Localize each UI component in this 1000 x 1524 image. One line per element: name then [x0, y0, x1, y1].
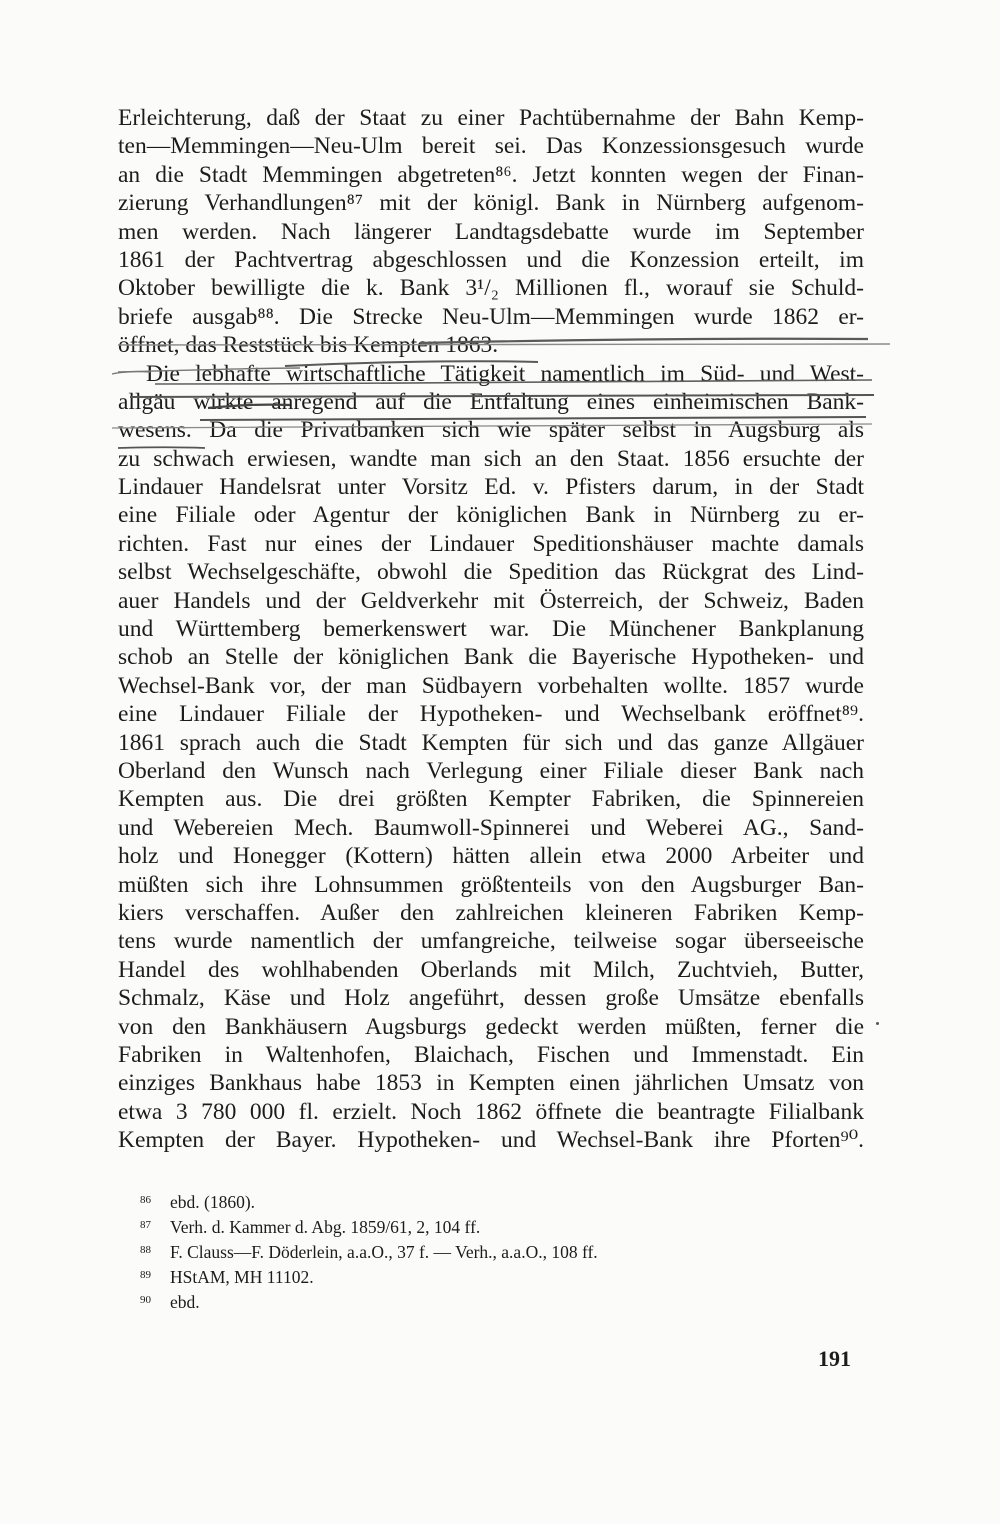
text-line: und Württemberg bemerkenswert war. Die Münchener Bankplanung — [118, 616, 864, 643]
text-line: von den Bankhäusern Augsburgs gedeckt werden müßten, ferner die — [118, 1013, 864, 1040]
footnote — [140, 1288, 740, 1313]
footnote — [140, 1263, 740, 1288]
footnote-number: 86 — [140, 1194, 151, 1206]
text-line: Schmalz, Käse und Holz angeführt, dessen große Umsätze ebenfalls — [118, 985, 864, 1012]
page-number: 191 — [818, 1346, 851, 1371]
text-line: Erleichterung, daß der Staat zu einer Pachtübernahme der Bahn Kemp- — [118, 105, 864, 131]
text-line: Lindauer Handelsrat unter Vorsitz Ed. v. Pfisters darum, in der Stadt — [118, 474, 864, 501]
text-line: 1861 der Pachtvertrag abgeschlossen und die Konzession erteilt, im — [118, 246, 864, 273]
text-line: allgäu wirkte anregend auf die Entfaltung eines einheimischen Bank- — [118, 388, 864, 415]
footnote-text: ebd. — [170, 1292, 200, 1312]
text-line: zu schwach erwiesen, wandte man sich an den Staat. 1856 ersuchte der — [118, 445, 864, 472]
text-line: kiers verschaffen. Außer den zahlreichen kleineren Fabriken Kemp- — [118, 899, 864, 926]
text-line: schob an Stelle der königlichen Bank die Bayerische Hypotheken- und — [118, 644, 864, 671]
footnote-number: 87 — [140, 1219, 151, 1231]
text-line: Die lebhafte wirtschaftliche Tätigkeit namentlich im Süd- und West- — [146, 360, 864, 387]
footnote-number: 90 — [140, 1294, 151, 1306]
text-line: und Webereien Mech. Baumwoll-Spinnerei und Weberei AG., Sand- — [118, 814, 864, 841]
text-line: ten—Memmingen—Neu-Ulm bereit sei. Das Konzessionsgesuch wurde — [118, 133, 864, 160]
text-line: auer Handels und der Geldverkehr mit Österreich, der Schweiz, Baden — [118, 587, 864, 614]
text-line: selbst Wechselgeschäfte, obwohl die Spedition das Rückgrat des Lind- — [118, 559, 864, 586]
text-line: eine Filiale oder Agentur der königlichen Bank in Nürnberg zu er- — [118, 502, 864, 529]
text-line: 1861 sprach auch die Stadt Kempten für sich und das ganze Allgäuer — [118, 729, 864, 756]
stray-mark — [876, 1022, 879, 1025]
footnote-text: ebd. (1860). — [170, 1192, 256, 1212]
text-line: zierung Verhandlungen⁸⁷ mit der königl. Bank in Nürnberg aufgenom- — [118, 190, 864, 217]
text-line: Kempten aus. Die drei größten Kempter Fabriken, die Spinnereien — [118, 786, 864, 813]
footnote-text: Verh. d. Kammer d. Abg. 1859/61, 2, 104 ff. — [170, 1217, 481, 1237]
text-line: an die Stadt Memmingen abgetreten⁸⁶. Jetzt konnten wegen der Finan- — [118, 161, 864, 188]
text-line: men werden. Nach längerer Landtagsdebatte wurde im September — [118, 218, 864, 245]
footnote-text: HStAM, MH 11102. — [170, 1267, 314, 1287]
text-line: Oberland den Wunsch nach Verlegung einer Filiale dieser Bank nach — [118, 757, 864, 784]
text-line: Handel des wohlhabenden Oberlands mit Milch, Zuchtvieh, Butter, — [118, 956, 864, 983]
text-line: briefe ausgab⁸⁸. Die Strecke Neu-Ulm—Memmingen wurde 1862 er- — [118, 303, 864, 330]
text-line: wesens. Da die Privatbanken sich wie später selbst in Augsburg als — [118, 417, 864, 444]
footnote — [140, 1188, 740, 1213]
text-line: Fabriken in Waltenhofen, Blaichach, Fischen und Immenstadt. Ein — [118, 1041, 864, 1068]
footnote-number: 88 — [140, 1244, 151, 1256]
text-line: einziges Bankhaus habe 1853 in Kempten einen jährlichen Umsatz von — [118, 1070, 864, 1097]
body-text — [118, 104, 864, 1154]
footnote-text: F. Clauss—F. Döderlein, a.a.O., 37 f. — Verh., a.a.O., 108 ff. — [170, 1242, 598, 1262]
footnotes — [140, 1188, 740, 1313]
footnote — [140, 1238, 740, 1263]
footnote-number: 89 — [140, 1269, 151, 1281]
text-line: etwa 3 780 000 fl. erzielt. Noch 1862 öffnete die beantragte Filialbank — [118, 1098, 864, 1125]
text-line: holz und Honegger (Kottern) hätten allein etwa 2000 Arbeiter und — [118, 843, 864, 870]
text-line: müßten sich ihre Lohnsummen größtenteils von den Augsburger Ban- — [118, 871, 864, 898]
text-line: tens wurde namentlich der umfangreiche, teilweise sogar überseeische — [118, 928, 864, 955]
text-line: Kempten der Bayer. Hypotheken- und Wechsel-Bank ihre Pforten⁹⁰. — [118, 1127, 864, 1154]
text-line: Oktober bewilligte die k. Bank 3¹/₂ Millionen fl., worauf sie Schuld- — [118, 275, 864, 302]
text-line: öffnet, das Reststück bis Kempten 1863. — [118, 332, 499, 359]
text-line: eine Lindauer Filiale der Hypotheken- und Wechselbank eröffnet⁸⁹. — [118, 701, 864, 728]
text-line: richten. Fast nur eines der Lindauer Speditionshäuser machte damals — [118, 530, 864, 557]
text-line: Wechsel-Bank vor, der man Südbayern vorbehalten wollte. 1857 wurde — [118, 672, 864, 699]
footnote — [140, 1213, 740, 1238]
